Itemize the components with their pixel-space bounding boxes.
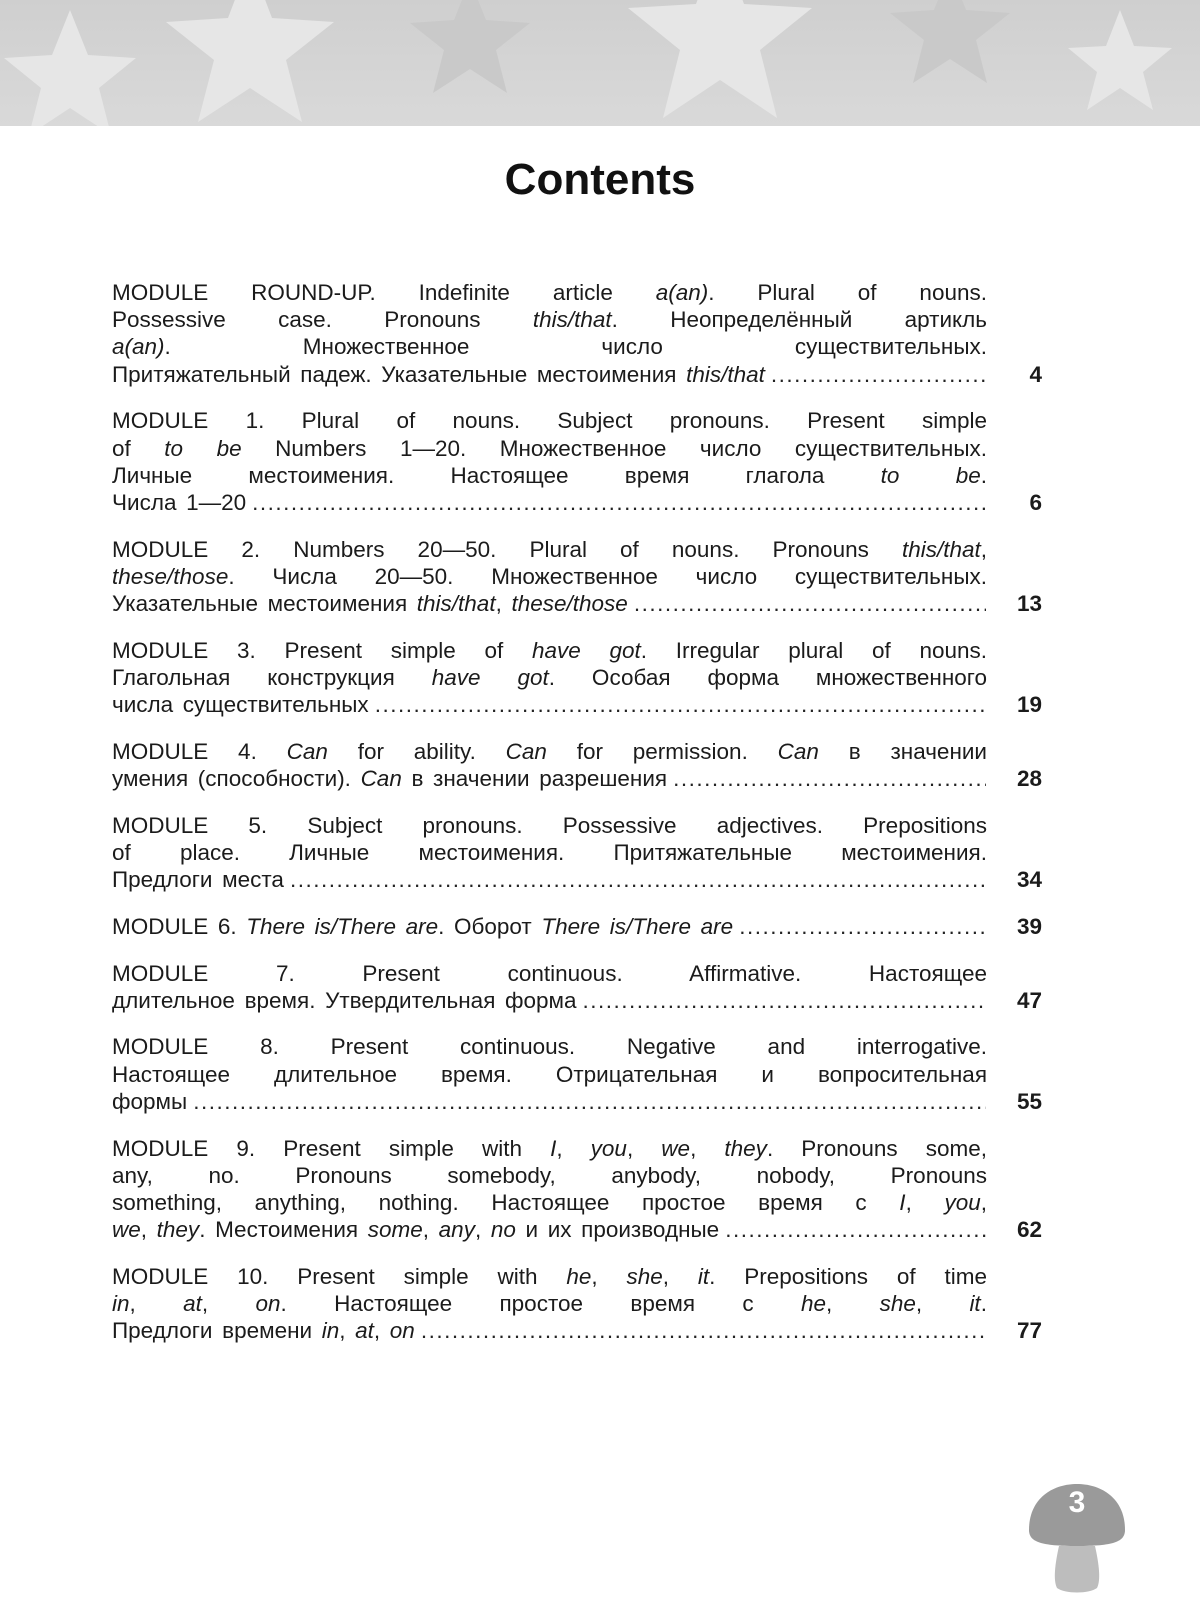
- dot-leader: [193, 1088, 986, 1115]
- toc-entry[interactable]: [112, 279, 1042, 388]
- toc-entry-line: these/those. Числа 20—50. Множественное число существительных.: [112, 563, 987, 589]
- toc-page-number: 47: [1016, 987, 1042, 1013]
- header-banner: [0, 0, 1200, 126]
- star-icon: [890, 0, 1010, 83]
- toc-entry-line: числа существительных: [112, 692, 369, 718]
- toc-entry-line: a(an). Множественное число существительных.: [112, 334, 987, 360]
- toc-entry[interactable]: [112, 1263, 1042, 1345]
- toc-entry[interactable]: [112, 1033, 1042, 1115]
- toc-entry[interactable]: [112, 637, 1042, 719]
- stars-decoration: [0, 0, 1200, 126]
- toc-entry[interactable]: [112, 407, 1042, 516]
- toc-entry[interactable]: [112, 738, 1042, 792]
- toc-entry[interactable]: [112, 913, 1042, 940]
- toc-page-number: 4: [1029, 361, 1042, 387]
- dot-leader: [673, 765, 986, 792]
- toc-entry-line: MODULE 10. Present simple with he, she, it. Prepositions of time: [112, 1263, 987, 1289]
- toc-entry-line: MODULE ROUND-UP. Indefinite article a(an). Plural of nouns.: [112, 280, 987, 305]
- toc-entry-line: Предлоги времени in, at, on: [112, 1318, 415, 1344]
- star-icon: [4, 10, 136, 126]
- toc-entry-line: Личные местоимения. Настоящее время глагола to be.: [112, 462, 987, 488]
- toc-entry[interactable]: [112, 536, 1042, 618]
- toc-page-number: 55: [1016, 1088, 1042, 1114]
- dot-leader: [375, 691, 986, 718]
- toc-entry-line: длительное время. Утвердительная форма: [112, 987, 577, 1013]
- toc-entry-line: MODULE 1. Plural of nouns. Subject pronouns. Present simple: [112, 408, 987, 434]
- toc-entry-line: MODULE 6. There is/There are. Оборот There is/There are: [112, 913, 734, 939]
- toc-entry-line: Possessive case. Pronouns this/that. Неопределённый артикль: [112, 307, 987, 333]
- toc-entry-line: we, they. Местоимения some, any, no и их производные: [112, 1217, 720, 1243]
- star-icon: [410, 0, 530, 93]
- toc-entry-line: MODULE 7. Present continuous. Affirmative. Настоящее: [112, 960, 987, 986]
- toc-entry-line: умения (способности). Can в значении разрешения: [112, 766, 668, 792]
- toc-page-number: 28: [1016, 766, 1042, 792]
- star-icon: [628, 0, 812, 118]
- page-title: Contents: [504, 155, 696, 204]
- toc-entry-line: MODULE 3. Present simple of have got. Irregular plural of nouns.: [112, 637, 988, 663]
- star-icon: [1068, 10, 1172, 110]
- toc-entry-line: any, no. Pronouns somebody, anybody, nobody, Pronouns: [112, 1162, 987, 1188]
- toc-entry[interactable]: [112, 960, 1042, 1014]
- dot-leader: [771, 361, 986, 388]
- toc-page-number: 39: [1016, 913, 1042, 939]
- toc-page-number: 6: [1029, 489, 1042, 515]
- toc-entry-line: something, anything, nothing. Настоящее простое время с I, you,: [112, 1189, 987, 1215]
- toc-entry-line: Числа 1—20: [112, 489, 247, 515]
- toc-entry-line: Глагольная конструкция have got. Особая форма множественного: [112, 664, 987, 690]
- toc-entry-line: MODULE 4. Can for ability. Can for permission. Can в значении: [112, 738, 988, 764]
- toc-entry-line: MODULE 5. Subject pronouns. Possessive adjectives. Prepositions: [112, 812, 987, 838]
- toc-entry-line: формы: [112, 1088, 188, 1114]
- dot-leader: [739, 913, 986, 940]
- toc-entry-line: MODULE 2. Numbers 20—50. Plural of nouns. Pronouns this/that,: [112, 536, 987, 562]
- toc-entry-line: Притяжательный падеж. Указательные местоимения this/that: [112, 361, 765, 387]
- toc-entry-line: of to be Numbers 1—20. Множественное число существительных.: [112, 435, 987, 461]
- dot-leader: [290, 866, 986, 893]
- toc-page-number: 62: [1016, 1217, 1042, 1243]
- toc-entry[interactable]: [112, 1135, 1042, 1244]
- toc-entry-line: Предлоги места: [112, 867, 284, 893]
- dot-leader: [421, 1317, 986, 1344]
- toc-page-number: 19: [1016, 692, 1042, 718]
- toc-entry-line: MODULE 8. Present continuous. Negative and interrogative.: [112, 1034, 987, 1060]
- dot-leader: [252, 489, 986, 516]
- table-of-contents: [112, 279, 1042, 1345]
- star-icon: [166, 0, 334, 122]
- toc-entry-line: MODULE 9. Present simple with I, you, we, they. Pronouns some,: [112, 1135, 987, 1161]
- dot-leader: [725, 1216, 986, 1243]
- toc-entry[interactable]: [112, 812, 1042, 894]
- toc-entry-line: Указательные местоимения this/that, these/those: [112, 591, 628, 617]
- dot-leader: [634, 590, 986, 617]
- toc-page-number: 77: [1016, 1318, 1042, 1344]
- toc-entry-line: Настоящее длительное время. Отрицательная и вопросительная: [112, 1061, 987, 1087]
- toc-page-number: 13: [1016, 591, 1042, 617]
- toc-entry-line: of place. Личные местоимения. Притяжательные местоимения.: [112, 839, 987, 865]
- page-number: 3: [1068, 1486, 1086, 1519]
- toc-page-number: 34: [1016, 867, 1042, 893]
- dot-leader: [583, 987, 986, 1014]
- toc-entry-line: in, at, on. Настоящее простое время с he, she, it.: [112, 1291, 987, 1317]
